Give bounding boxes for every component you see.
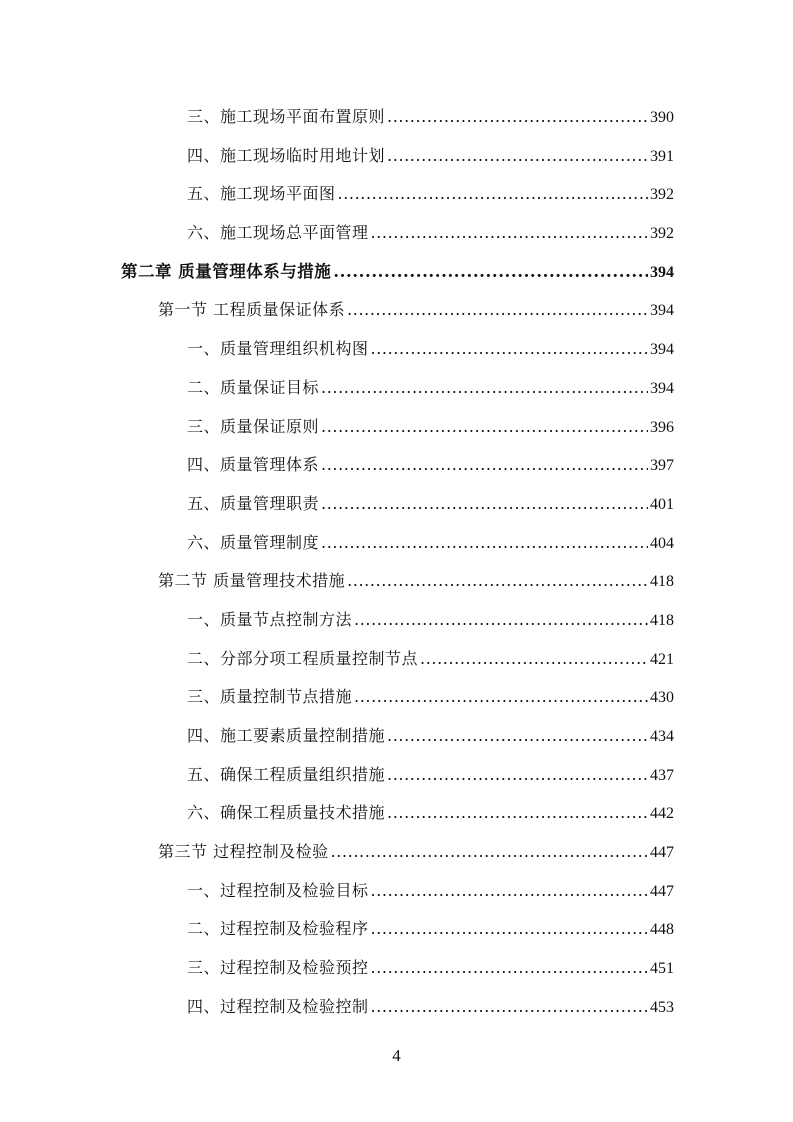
toc-entry-title: 五、确保工程质量组织措施 bbox=[187, 764, 386, 784]
toc-entry[interactable] bbox=[0, 601, 793, 640]
toc-dot-leader bbox=[321, 485, 648, 524]
toc-dot-leader bbox=[387, 794, 648, 833]
toc-entry[interactable] bbox=[0, 988, 793, 1027]
toc-entry[interactable] bbox=[0, 524, 793, 563]
toc-entry-title: 四、质量管理体系 bbox=[187, 455, 320, 475]
toc-dot-leader bbox=[387, 98, 648, 137]
toc-dot-leader bbox=[387, 717, 648, 756]
toc-entry-title: 第一节 工程质量保证体系 bbox=[158, 300, 346, 320]
toc-entry[interactable] bbox=[0, 446, 793, 485]
toc-entry-title: 第二节 质量管理技术措施 bbox=[158, 571, 346, 591]
toc-entry-page: 421 bbox=[650, 650, 674, 668]
toc-entry[interactable] bbox=[0, 833, 793, 872]
toc-dot-leader bbox=[347, 562, 648, 601]
toc-entry-page: 392 bbox=[650, 186, 674, 204]
toc-entry-title: 二、过程控制及检验程序 bbox=[187, 919, 369, 939]
toc-dot-leader bbox=[387, 137, 648, 176]
toc-dot-leader bbox=[354, 678, 648, 717]
toc-entry-page: 451 bbox=[650, 960, 674, 978]
toc-dot-leader bbox=[371, 214, 648, 253]
page-number: 4 bbox=[392, 1046, 401, 1065]
toc-dot-leader bbox=[321, 524, 648, 563]
toc-entry-page: 434 bbox=[650, 728, 674, 745]
toc-entry-title: 四、施工现场临时用地计划 bbox=[187, 145, 386, 165]
toc-entry-title: 六、确保工程质量技术措施 bbox=[187, 803, 386, 823]
toc-entry-title: 六、施工现场总平面管理 bbox=[187, 223, 369, 243]
toc-entry-title: 一、过程控制及检验目标 bbox=[187, 880, 369, 900]
toc-entry-title: 四、施工要素质量控制措施 bbox=[187, 726, 386, 745]
toc-entry-title: 第三节 过程控制及检验 bbox=[158, 842, 329, 862]
toc-entry-page: 394 bbox=[650, 302, 674, 320]
toc-entry-page: 437 bbox=[650, 766, 674, 784]
toc-dot-leader bbox=[354, 601, 648, 640]
toc-entry[interactable] bbox=[0, 408, 793, 447]
toc-dot-leader bbox=[321, 369, 648, 408]
toc-entry-page: 430 bbox=[650, 689, 674, 707]
toc-entry-page: 392 bbox=[650, 225, 674, 243]
toc-entry-page: 404 bbox=[650, 534, 674, 552]
toc-entry-page: 442 bbox=[650, 805, 674, 823]
toc-entry-title: 五、质量管理职责 bbox=[187, 493, 320, 513]
toc-entry[interactable] bbox=[0, 253, 793, 292]
toc-entry[interactable] bbox=[0, 562, 793, 601]
toc-entry[interactable] bbox=[0, 872, 793, 911]
toc-entry-page: 397 bbox=[650, 457, 674, 475]
toc-entry[interactable] bbox=[0, 175, 793, 214]
toc-dot-leader bbox=[371, 949, 648, 988]
toc-entry[interactable] bbox=[0, 369, 793, 408]
toc-entry-title: 二、分部分项工程质量控制节点 bbox=[187, 648, 419, 668]
toc-entry[interactable] bbox=[0, 910, 793, 949]
toc-dot-leader bbox=[333, 253, 648, 292]
toc-entry-page: 401 bbox=[650, 495, 674, 513]
toc-entry[interactable] bbox=[0, 794, 793, 833]
toc-entry-title: 三、施工现场平面布置原则 bbox=[187, 107, 386, 126]
toc-entry-title: 二、质量保证目标 bbox=[187, 377, 320, 397]
toc-entry-title: 五、施工现场平面图 bbox=[187, 184, 336, 204]
toc-entry-title: 第二章 质量管理体系与措施 bbox=[121, 261, 332, 281]
toc-entry-title: 四、过程控制及检验控制 bbox=[187, 996, 369, 1016]
toc-dot-leader bbox=[371, 330, 648, 369]
toc-entry[interactable] bbox=[0, 98, 793, 137]
toc-entry[interactable] bbox=[0, 291, 793, 330]
table-of-contents bbox=[0, 98, 793, 1027]
toc-entry-page: 447 bbox=[650, 882, 674, 900]
toc-entry[interactable] bbox=[0, 678, 793, 717]
toc-entry[interactable] bbox=[0, 330, 793, 369]
toc-entry-page: 394 bbox=[650, 341, 674, 359]
toc-entry-page: 453 bbox=[650, 998, 674, 1016]
toc-entry-page: 447 bbox=[650, 844, 674, 862]
toc-entry-page: 394 bbox=[650, 263, 674, 281]
toc-entry-page: 418 bbox=[650, 611, 674, 629]
toc-entry-page: 390 bbox=[650, 109, 674, 126]
toc-entry-title: 一、质量管理组织机构图 bbox=[187, 339, 369, 359]
toc-entry-page: 391 bbox=[650, 147, 674, 165]
toc-dot-leader bbox=[331, 833, 648, 872]
toc-dot-leader bbox=[371, 872, 648, 911]
toc-dot-leader bbox=[420, 640, 648, 679]
toc-dot-leader bbox=[338, 175, 648, 214]
toc-entry-page: 418 bbox=[650, 573, 674, 591]
toc-entry[interactable] bbox=[0, 756, 793, 795]
toc-entry-title: 一、质量节点控制方法 bbox=[187, 609, 353, 629]
toc-dot-leader bbox=[371, 988, 648, 1027]
toc-entry-title: 三、质量保证原则 bbox=[187, 416, 320, 436]
toc-entry-page: 396 bbox=[650, 418, 674, 436]
toc-entry-page: 448 bbox=[650, 921, 674, 939]
toc-entry-title: 三、过程控制及检验预控 bbox=[187, 958, 369, 978]
toc-entry[interactable] bbox=[0, 485, 793, 524]
toc-dot-leader bbox=[321, 446, 648, 485]
toc-dot-leader bbox=[321, 408, 648, 447]
toc-dot-leader bbox=[387, 756, 648, 795]
toc-entry[interactable] bbox=[0, 137, 793, 176]
toc-dot-leader bbox=[371, 910, 648, 949]
toc-entry[interactable] bbox=[0, 214, 793, 253]
toc-entry-page: 394 bbox=[650, 379, 674, 397]
toc-entry[interactable] bbox=[0, 640, 793, 679]
toc-dot-leader bbox=[347, 291, 648, 330]
toc-entry-title: 六、质量管理制度 bbox=[187, 532, 320, 552]
toc-entry[interactable] bbox=[0, 949, 793, 988]
toc-entry-title: 三、质量控制节点措施 bbox=[187, 687, 353, 707]
toc-entry[interactable] bbox=[0, 717, 793, 756]
